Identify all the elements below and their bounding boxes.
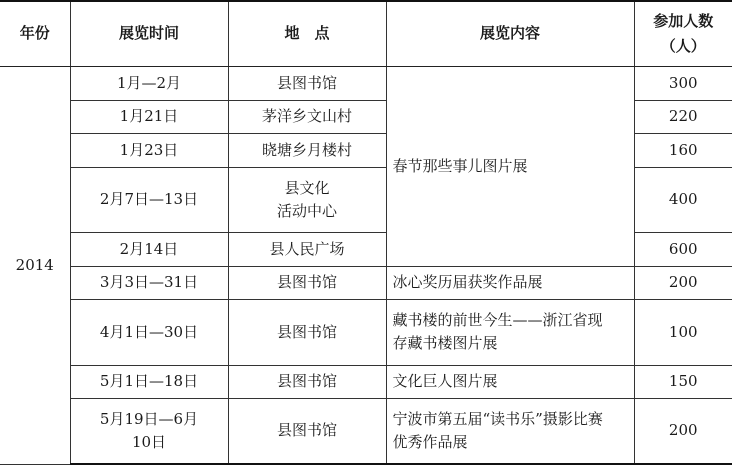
table-row <box>0 67 732 101</box>
place-cell: 县人民广场 <box>228 233 386 267</box>
count-cell: 200 <box>634 399 732 464</box>
place-cell: 县图书馆 <box>228 399 386 464</box>
time-cell: 1月—2月 <box>70 67 228 101</box>
time-cell: 3月3日—31日 <box>70 266 228 300</box>
content-cell: 宁波市第五届“读书乐”摄影比赛 优秀作品展 <box>386 399 634 464</box>
table-row <box>0 399 732 464</box>
time-cell: 1月21日 <box>70 100 228 134</box>
place-cell: 茅洋乡文山村 <box>228 100 386 134</box>
place-cell: 县图书馆 <box>228 266 386 300</box>
time-cell: 2月7日—13日 <box>70 167 228 232</box>
count-cell: 200 <box>634 266 732 300</box>
header-exhibition-time: 展览时间 <box>70 1 228 67</box>
place-cell: 县文化 活动中心 <box>228 167 386 232</box>
count-cell: 600 <box>634 233 732 267</box>
time-cell: 5月19日—6月 10日 <box>70 399 228 464</box>
table-row <box>0 300 732 365</box>
time-cell: 4月1日—30日 <box>70 300 228 365</box>
year-cell: 2014 <box>0 67 70 465</box>
place-cell: 县图书馆 <box>228 67 386 101</box>
table-row <box>0 365 732 399</box>
count-cell: 300 <box>634 67 732 101</box>
table-row <box>0 266 732 300</box>
time-cell: 1月23日 <box>70 134 228 168</box>
place-cell: 晓塘乡月楼村 <box>228 134 386 168</box>
count-cell: 160 <box>634 134 732 168</box>
table-header-row <box>0 1 732 67</box>
content-cell: 文化巨人图片展 <box>386 365 634 399</box>
time-cell: 2月14日 <box>70 233 228 267</box>
header-exhibition-content: 展览内容 <box>386 1 634 67</box>
place-cell: 县图书馆 <box>228 300 386 365</box>
content-cell-spring-festival: 春节那些事儿图片展 <box>386 67 634 267</box>
time-cell: 5月1日—18日 <box>70 365 228 399</box>
place-cell: 县图书馆 <box>228 365 386 399</box>
header-place: 地 点 <box>228 1 386 67</box>
header-year: 年份 <box>0 1 70 67</box>
content-cell: 藏书楼的前世今生——浙江省现 存藏书楼图片展 <box>386 300 634 365</box>
count-cell: 150 <box>634 365 732 399</box>
content-cell: 冰心奖历届获奖作品展 <box>386 266 634 300</box>
count-cell: 400 <box>634 167 732 232</box>
header-participant-count: 参加人数 （人） <box>634 1 732 67</box>
count-cell: 100 <box>634 300 732 365</box>
count-cell: 220 <box>634 100 732 134</box>
